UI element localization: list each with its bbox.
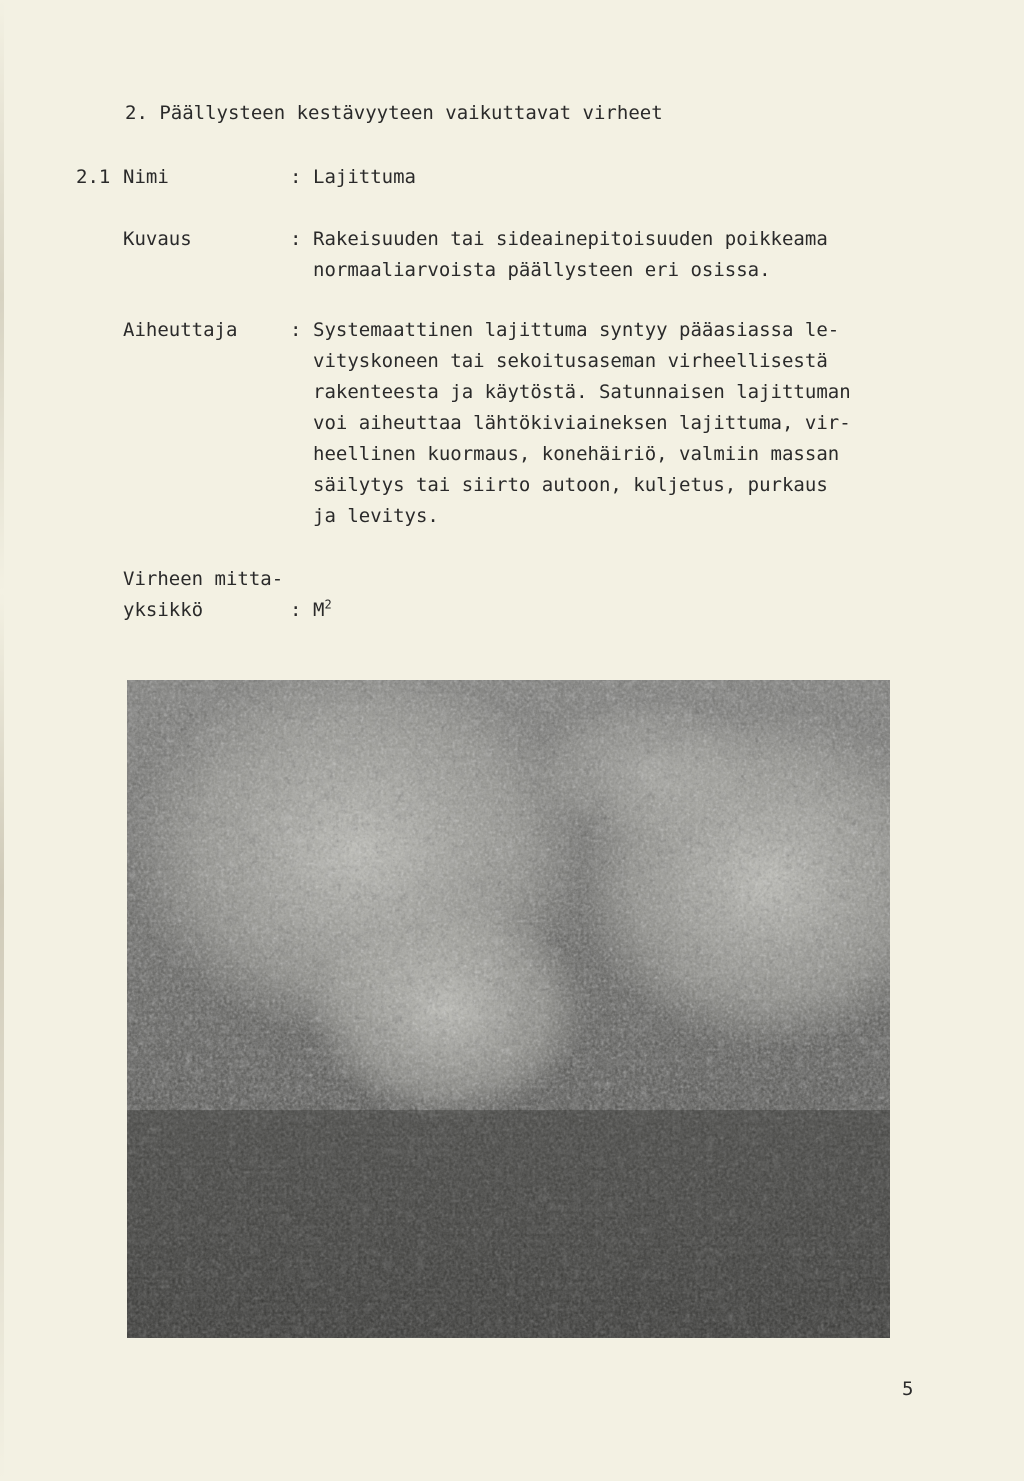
nimi-colon: : [290, 166, 302, 188]
nimi-label: Nimi [123, 166, 169, 188]
aiheuttaja-line: voi aiheuttaa lähtökiviaineksen lajittuma, vir- [313, 412, 851, 434]
aiheuttaja-label: Aiheuttaja [123, 319, 238, 341]
aiheuttaja-line: Systemaattinen lajittuma syntyy pääasiassa le- [313, 319, 840, 341]
section-number: 2.1 [76, 166, 111, 188]
mittayksikko-label: Virheen mitta- [123, 568, 284, 590]
kuvaus-colon: : [290, 228, 302, 250]
page-number: 5 [902, 1378, 914, 1400]
mittayksikko-value [313, 595, 332, 626]
aiheuttaja-colon: : [290, 319, 302, 341]
pavement-photo-image [127, 680, 890, 1338]
unit-superscript: 2 [324, 597, 332, 612]
kuvaus-label: Kuvaus [123, 228, 192, 250]
aiheuttaja-line: rakenteesta ja käytöstä. Satunnaisen lajittuman [313, 381, 851, 403]
aiheuttaja-line: ja levitys. [313, 505, 439, 527]
page-edge [0, 0, 4, 1481]
aiheuttaja-line: heellinen kuormaus, konehäiriö, valmiin massan [313, 443, 840, 465]
mittayksikko-label: yksikkö [123, 599, 204, 621]
kuvaus-line: normaaliarvoista päällysteen eri osissa. [313, 259, 771, 281]
mittayksikko-colon: : [290, 599, 302, 621]
nimi-value: Lajittuma [313, 166, 416, 188]
kuvaus-line: Rakeisuuden tai sideainepitoisuuden poikkeama [313, 228, 828, 250]
section-heading: 2. Päällysteen kestävyyteen vaikuttavat virheet [125, 102, 663, 124]
pavement-photo [127, 680, 890, 1338]
aiheuttaja-line: vityskoneen tai sekoitusaseman virheellisestä [313, 350, 828, 372]
aiheuttaja-line: säilytys tai siirto autoon, kuljetus, purkaus [313, 474, 828, 496]
unit-text: M [313, 599, 325, 621]
